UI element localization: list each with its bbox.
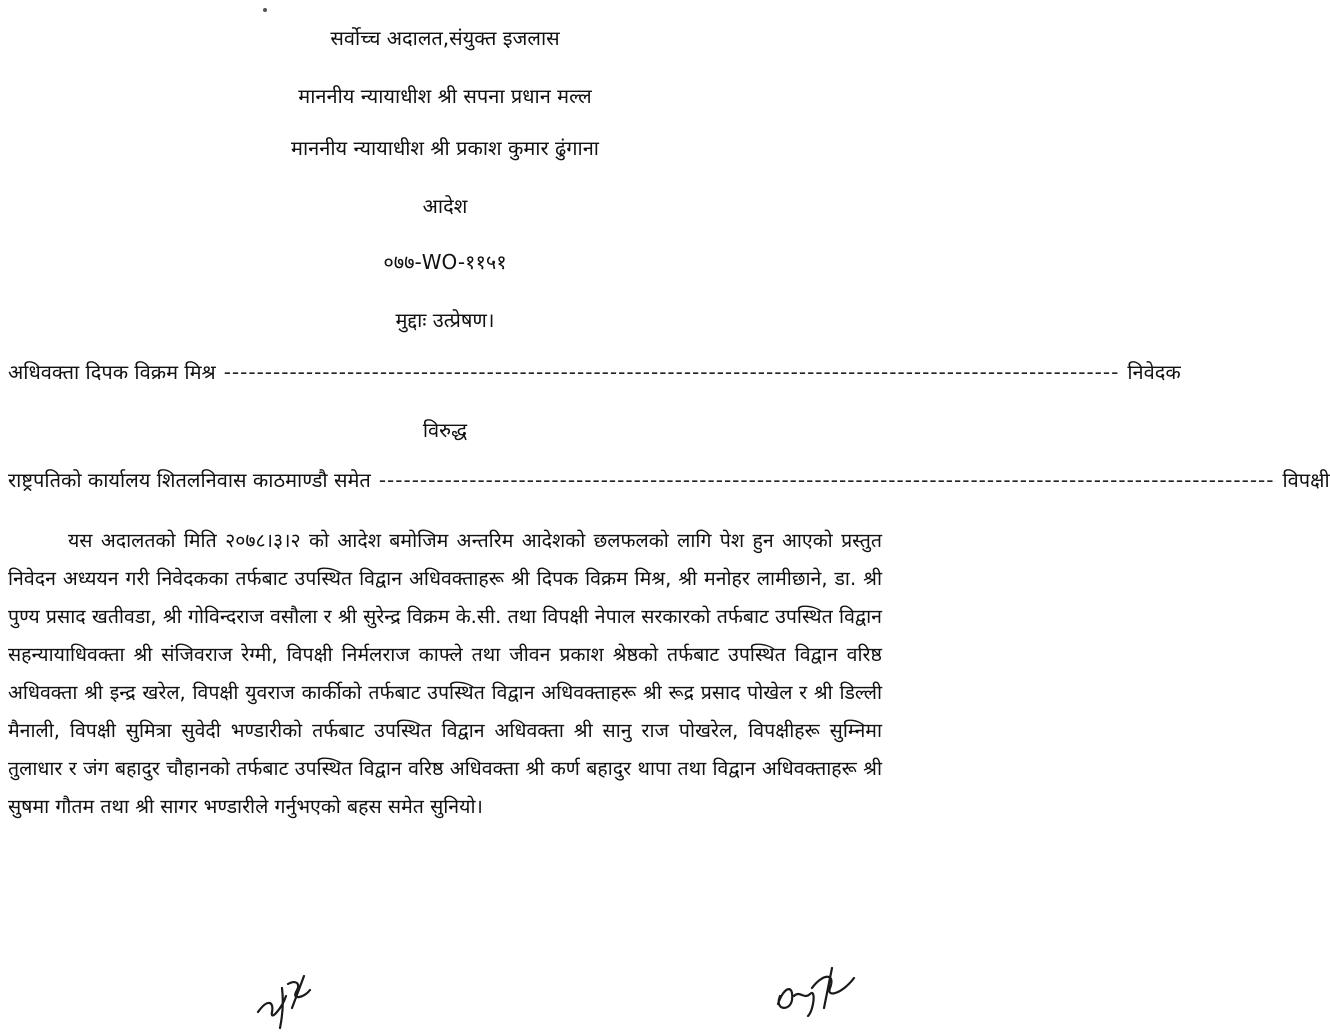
scan-speck xyxy=(263,8,267,12)
case-number: ०७७-WO-११५१ xyxy=(383,250,507,274)
order-paragraph: यस अदालतको मिति २०७८।३।२ को आदेश बमोजिम अन्तरिम आदेशको छलफलको लागि पेश हुन आएको प्रस्तुत निवेदन अध्ययन गरी निवेदकका तर्फबाट उपस्थित विद्वान अधिवक्ताहरू श्री दिपक विक्रम मिश्र, श्री मनोहर लामीछाने, डा. श्री पुण्य प्रसाद खतीवडा, श्री गोविन्दराज वसौला र श्री सुरेन्द्र विक्रम के.सी. तथा विपक्षी नेपाल सरकारको तर्फबाट उपस्थित विद्वान सहन्यायाधिवक्ता श्री संजिवराज रेग्मी, विपक्षी निर्मलराज काफ्ले तथा जीवन प्रकाश श्रेष्ठको तर्फबाट उपस्थित विद्वान वरिष्ठ अधिवक्ता श्री इन्द्र खरेल, विपक्षी युवराज कार्कीको तर्फबाट उपस्थित विद्वान अधिवक्ताहरू श्री रूद्र प्रसाद पोखेल र श्री डिल्ली मैनाली, विपक्षी सुमित्रा सुवेदी भण्डारीको तर्फबाट उपस्थित विद्वान अधिवक्ता श्री सानु राज पोखरेल, विपक्षीहरू सुम्निमा तुलाधार र जंग बहादुर चौहानको तर्फबाट उपस्थित विद्वान वरिष्ठ अधिवक्ता श्री कर्ण बहादुर थापा तथा विद्वान अधिवक्ताहरू श्री सुषमा गौतम तथा श्री सागर भण्डारीले गर्नुभएको बहस समेत सुनियो। xyxy=(8,529,882,818)
versus-label: विरुद्ध xyxy=(422,418,468,442)
court-name: सर्वोच्च अदालत,संयुक्त इजलास xyxy=(330,26,560,50)
petitioner-dashes: ------------------------------------------------------------------------------------------------------------- xyxy=(223,360,1120,384)
judge-2: माननीय न्यायाधीश श्री प्रकाश कुमार ढुंगाना xyxy=(291,136,599,160)
judge-1: माननीय न्यायाधीश श्री सपना प्रधान मल्ल xyxy=(298,84,592,108)
signature-right-icon xyxy=(764,960,874,1026)
petitioner-name: अधिवक्ता दिपक विक्रम मिश्र xyxy=(8,360,216,384)
respondent-line xyxy=(8,468,1330,492)
respondent-name: राष्ट्रपतिको कार्यालय शितलनिवास काठमाण्डौ समेत xyxy=(8,468,371,492)
respondent-dashes: ------------------------------------------------------------------------------------------------------------- xyxy=(378,468,1275,492)
document-type: आदेश xyxy=(422,194,468,218)
respondent-role: विपक्षी xyxy=(1282,468,1330,492)
case-subject: मुद्दाः उत्प्रेषण। xyxy=(395,308,495,332)
signature-left-icon xyxy=(252,968,322,1032)
petitioner-role: निवेदक xyxy=(1127,360,1181,384)
petitioner-line xyxy=(8,360,1181,384)
